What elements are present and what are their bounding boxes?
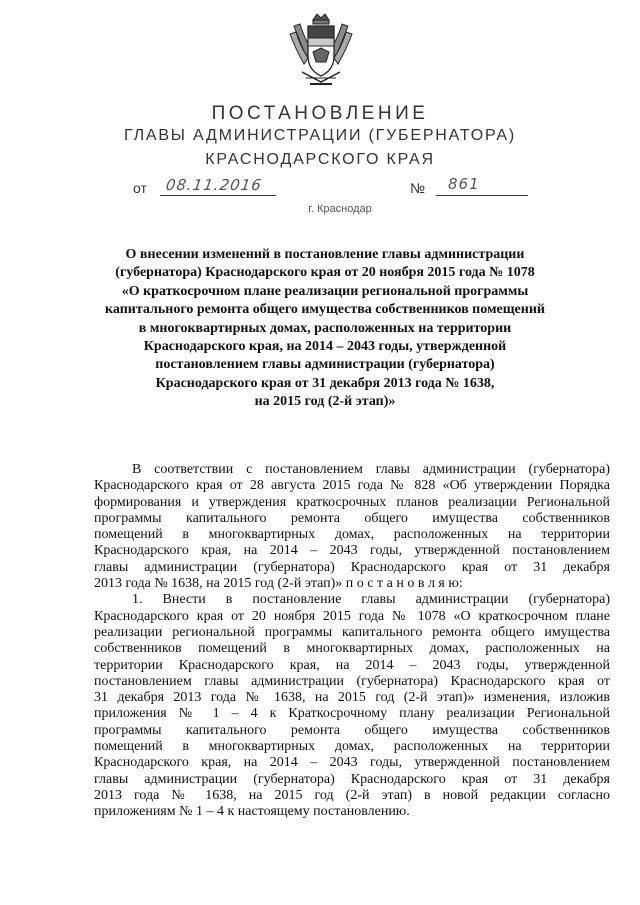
subject-line: Краснодарского края от 31 декабря 2013 года № 1638, [155,375,495,391]
subject-line: постановлением главы администрации (губернатора) [155,357,495,373]
body-line: Краснодарского края от 20 ноября 2015 года № 1078 «О краткосрочном плане [94,608,610,624]
body-line: постановлением главы администрации (губернатора) Краснодарского края от [94,673,610,689]
body-line: главы администрации (губернатора) Краснодарского края от 31 декабря [94,559,610,575]
body-line: 1. Внести в постановление главы администрации (губернатора) [132,592,610,608]
subject-line: на 2015 год (2-й этап)» [254,394,396,410]
number-label: № [410,180,426,196]
body-line: приложениям № 1 – 4 к настоящему постановлению. [94,804,410,820]
subject-line: О внесении изменений в постановление главы администрации [125,247,525,262]
number-underline [436,195,528,196]
body-line: программы капитального ремонта общего имущества собственников [94,510,610,526]
coat-of-arms-icon [286,12,356,90]
city: г. Краснодар [308,203,372,215]
body-line: главы администрации (губернатора) Краснодарского края от 31 декабря [94,771,610,787]
document-subject [105,246,545,412]
subject-line: (губернатора) Краснодарского края от 20 ноября 2015 года № 1078 [115,265,535,281]
subject-line: «О краткосрочном плане реализации региональной программы [121,283,529,299]
document-body [94,462,610,821]
issuer-line-1: ГЛАВЫ АДМИНИСТРАЦИИ (ГУБЕРНАТОРА) [124,127,516,144]
date-label: от [133,180,147,196]
body-line: помещений в многоквартирных домах, расположенных на территории [94,739,610,755]
body-line: 31 декабря 2013 года № 1638, на 2015 год (2-й этап)» изменения, изложив [94,690,610,706]
body-line: собственников помещений в многоквартирных домах, расположенных на [94,641,610,657]
body-line: приложения № 1 – 4 к Краткосрочному плану реализации Региональной [94,706,610,722]
date-underline [160,195,276,196]
body-line: программы капитального ремонта общего имущества собственников [94,722,610,738]
body-line: В соответствии с постановлением главы администрации (губернатора) [132,462,610,477]
subject-line: Краснодарского края, на 2014 – 2043 годы, утвержденной [143,339,507,355]
date-value: 08.11.2016 [164,176,264,194]
number-value: 861 [448,175,480,193]
body-line: помещений в многоквартирных домах, расположенных на территории [94,527,610,543]
body-line: территории Краснодарского края, на 2014 – 2043 годы, утвержденной [94,657,610,673]
body-line: 2013 года № 1638, на 2015 год (2-й этап)» п о с т а н о в л я ю: [94,576,463,592]
issuer-line-2: КРАСНОДАРСКОГО КРАЯ [205,151,435,168]
body-line: Краснодарского края, на 2014 – 2043 годы, утвержденной постановлением [94,543,610,559]
body-line: реализации региональной программы капитального ремонта общего имущества [94,624,610,640]
body-line: Краснодарского края, на 2014 – 2043 годы, утвержденной постановлением [94,755,610,771]
body-line: формирования и утверждения краткосрочных планов реализации Региональной [94,494,610,510]
subject-line: капитального ремонта общего имущества собственников помещений [105,302,545,318]
document-title: ПОСТАНОВЛЕНИЕ [211,103,429,124]
subject-line: в многоквартирных домах, расположенных на территории [138,320,512,336]
body-line: Краснодарского края от 28 августа 2015 года № 828 «Об утверждении Порядка [94,478,610,494]
body-line: 2013 года № 1638, на 2015 год (2-й этап) в новой редакции согласно [94,787,610,803]
